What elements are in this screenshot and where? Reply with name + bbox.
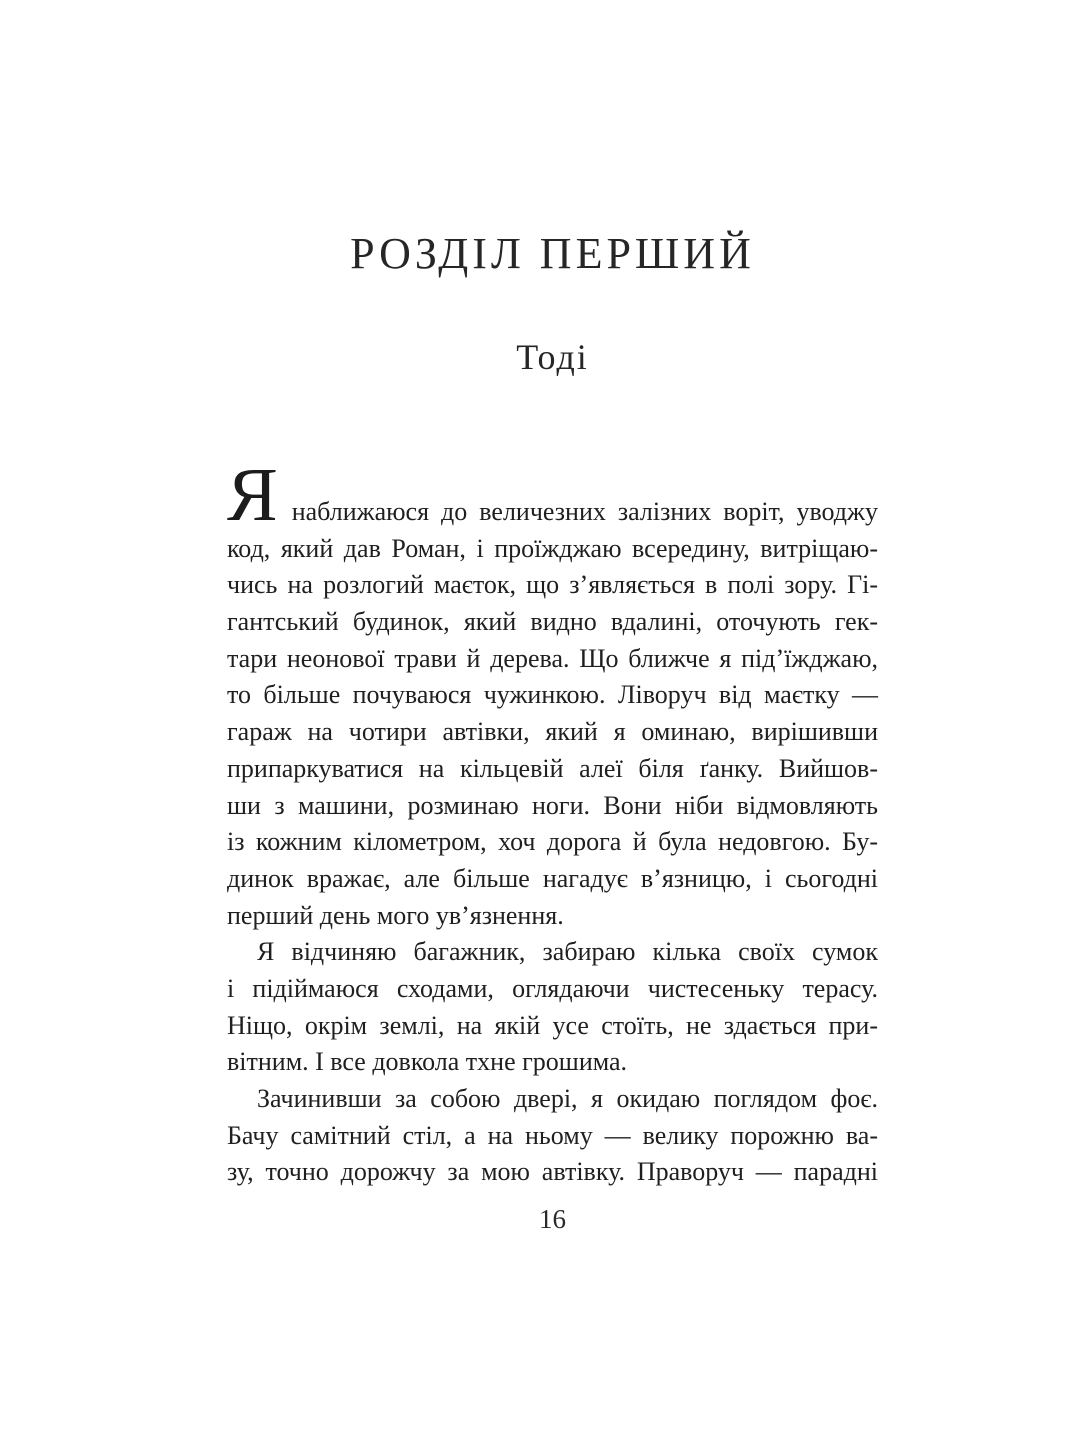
text-line: перший день мого ув’язнення. bbox=[227, 900, 564, 930]
drop-cap-initial: Я bbox=[227, 453, 278, 537]
text-line: і підіймаюся сходами, оглядаючи чистесеньку терасу. bbox=[227, 973, 878, 1003]
text-line: вітним. І все довкола тхне грошима. bbox=[227, 1047, 628, 1077]
paragraph bbox=[227, 1081, 878, 1191]
text-line: тари неонової трави й дерева. Що ближче я під’їжджаю, bbox=[227, 643, 878, 673]
paragraph bbox=[227, 934, 878, 1081]
text-line: Я відчиняю багажник, забираю кілька своїх сумок bbox=[257, 937, 878, 967]
text-line: динок вражає, але більше нагадує в’язницю, і сьогодні bbox=[227, 863, 878, 893]
text-block bbox=[227, 0, 878, 1440]
text-line: то більше почуваюся чужинкою. Ліворуч від маєтку — bbox=[227, 680, 878, 710]
text-line: гантський будинок, який видно вдалині, оточують гек- bbox=[227, 607, 878, 637]
text-line: Зачинивши за собою двері, я окидаю поглядом фоє. bbox=[257, 1084, 878, 1113]
text-line: припаркуватися на кільцевій алеї біля ґанку. Вийшов- bbox=[227, 753, 878, 783]
text-line: ши з машини, розминаю ноги. Вони ніби відмовляють bbox=[227, 790, 878, 820]
text-line: гараж на чотири автівки, який я оминаю, вирішивши bbox=[227, 717, 878, 747]
text-line: чись на розлогий маєток, що з’являється в полі зору. Гі- bbox=[227, 570, 878, 600]
text-line: код, який дав Роман, і проїжджаю всередину, витріщаю- bbox=[227, 533, 878, 563]
paragraph bbox=[227, 453, 878, 934]
section-title: Тоді bbox=[516, 337, 589, 377]
text-line: Бачу самітний стіл, а на ньому — велику порожню ва- bbox=[227, 1120, 878, 1150]
text-line: зу, точно дорожчу за мою автівку. Праворуч — парадні bbox=[227, 1157, 878, 1187]
text-line: Янаближаюся до величезних залізних воріт, уводжу bbox=[227, 453, 878, 537]
text-line: Ніщо, окрім землі, на якій усе стоїть, не здається при- bbox=[227, 1010, 878, 1040]
text-line: із кожним кілометром, хоч дорога й була недовгою. Бу- bbox=[227, 827, 878, 857]
page-number: 16 bbox=[539, 1204, 566, 1234]
body-text bbox=[227, 453, 878, 1191]
chapter-heading: РОЗДІЛ ПЕРШИЙ bbox=[350, 229, 755, 278]
